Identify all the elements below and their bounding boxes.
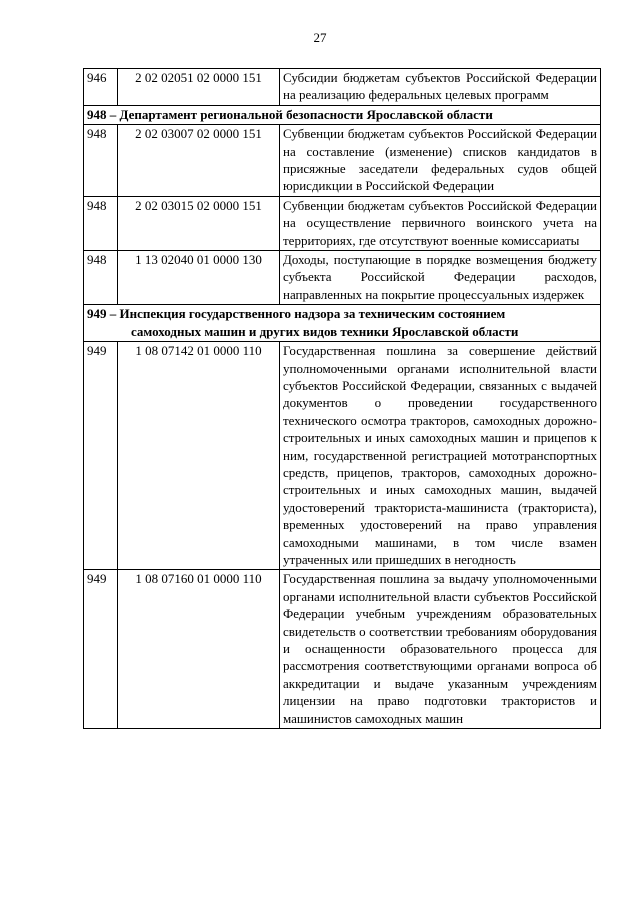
section-header: [84, 105, 601, 124]
description-cell: Государственная пошлина за совершение действий уполномоченными органами исполнительной власти субъектов Российской Федерации, связанных с выдачей документов о проведении государственного технического осмотра тракторов, самоходных дорожно-строительных и иных самоходных машин и прицепов к ним, государственной регистрацией мототранспортных средств, прицепов, тракторов, самоходных дорожно-строительных и иных самоходных машин, выдачей удостоверений тракториста-машиниста (тракториста), временных удостоверений на право управления самоходными машинами, в том числе взамен утраченных или пришедших в негодность: [280, 342, 601, 570]
revenue-code-cell: 1 08 07160 01 0000 110: [118, 570, 280, 729]
admin-code-cell: 946: [84, 69, 118, 106]
revenue-codes-table: [83, 68, 601, 729]
section-header-row: [84, 105, 601, 124]
admin-code-cell: 949: [84, 570, 118, 729]
revenue-code-cell: 2 02 03007 02 0000 151: [118, 125, 280, 197]
revenue-code-cell: 2 02 02051 02 0000 151: [118, 69, 280, 106]
revenue-code-cell: 1 13 02040 01 0000 130: [118, 251, 280, 305]
description-cell: Субвенции бюджетам субъектов Российской Федерации на составление (изменение) списков кандидатов в присяжные заседатели федеральных судов общей юрисдикции в Российской Федерации: [280, 125, 601, 197]
admin-code-cell: 948: [84, 251, 118, 305]
table-body: [84, 69, 601, 729]
table-row: [84, 125, 601, 197]
description-cell: Субвенции бюджетам субъектов Российской Федерации на осуществление первичного воинского учета на территориях, где отсутствуют военные комиссариаты: [280, 196, 601, 250]
table-row: [84, 342, 601, 570]
revenue-code-cell: 1 08 07142 01 0000 110: [118, 342, 280, 570]
section-header-line-2: самоходных машин и других видов техники Ярославской области: [131, 323, 519, 339]
description-cell: Субсидии бюджетам субъектов Российской Федерации на реализацию федеральных целевых программ: [280, 69, 601, 106]
description-cell: Государственная пошлина за выдачу уполномоченными органами исполнительной власти субъектов Российской Федерации учебным учреждениям образовательных свидетельств о соответствии требованиям оборудования и оснащенности образовательного процесса для рассмотрения соответствующими органами вопроса об аккредитации и выдаче указанным учреждениям лицензии на право подготовки трактористов и машинистов самоходных машин: [280, 570, 601, 729]
page-number: 27: [313, 30, 327, 45]
table-row: [84, 69, 601, 106]
description-cell: Доходы, поступающие в порядке возмещения бюджету субъекта Российской Федерации расходов, направленных на покрытие процессуальных издержек: [280, 251, 601, 305]
section-header-line: 949 – Инспекция государственного надзора за техническим состоянием: [87, 306, 506, 322]
admin-code-cell: 948: [84, 196, 118, 250]
table-row: [84, 251, 601, 305]
section-header-row: [84, 305, 601, 342]
table-row: [84, 570, 601, 729]
table-row: [84, 196, 601, 250]
section-header: [84, 305, 601, 342]
admin-code-cell: 948: [84, 125, 118, 197]
admin-code-cell: 949: [84, 342, 118, 570]
section-header-line: 948 – Департамент региональной безопасности Ярославской области: [87, 106, 493, 122]
revenue-code-cell: 2 02 03015 02 0000 151: [118, 196, 280, 250]
